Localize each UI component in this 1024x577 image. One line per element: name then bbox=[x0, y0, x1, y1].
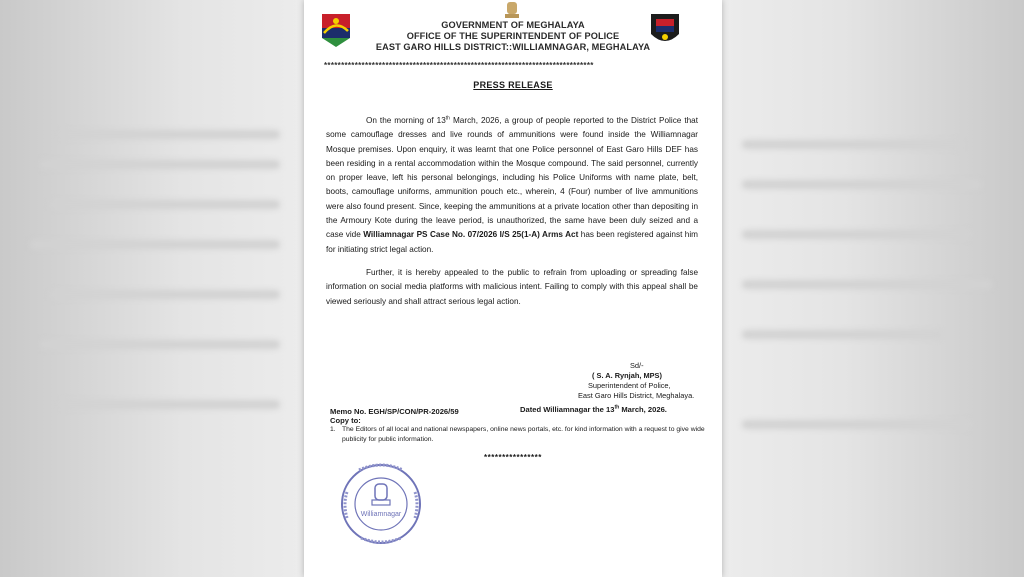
letterhead bbox=[304, 20, 722, 53]
letterhead-line-3: EAST GARO HILLS DISTRICT::WILLIAMNAGAR, MEGHALAYA bbox=[375, 42, 651, 52]
dated-ordinal: th bbox=[614, 404, 620, 411]
case-reference: Williamnagar PS Case No. 07/2026 I/S 25(1-A) Arms Act bbox=[363, 230, 579, 240]
letterhead-line-1: GOVERNMENT OF MEGHALAYA bbox=[441, 20, 585, 30]
background-right-blur bbox=[722, 0, 1024, 577]
ordinal-suffix: th bbox=[445, 115, 450, 122]
office-seal-stamp bbox=[339, 462, 423, 546]
dated-line bbox=[520, 405, 667, 414]
background-left-blur bbox=[0, 0, 304, 577]
paragraph-1-start: On the morning of 13 bbox=[366, 116, 446, 125]
press-release-title: PRESS RELEASE bbox=[473, 80, 553, 90]
copy-to-item-text: The Editors of all local and national newspapers, online news portals, etc. for kind information with a request to give wide publicity for public information. bbox=[342, 426, 705, 443]
national-emblem-icon bbox=[497, 0, 527, 20]
end-marks: **************** bbox=[484, 453, 542, 462]
press-release-document bbox=[304, 0, 722, 577]
letterhead-line-2: OFFICE OF THE SUPERINTENDENT OF POLICE bbox=[406, 31, 620, 41]
dated-prefix: Dated Williamnagar the 13 bbox=[520, 405, 615, 414]
dated-suffix: March, 2026. bbox=[619, 405, 667, 414]
paragraph-2: Further, it is hereby appealed to the public to refrain from uploading or spreading false information on social media platforms with malicious intent. Failing to comply with this appeal shall be viewed seriously and shall attract serious legal action. bbox=[326, 267, 698, 306]
signatory-name: ( S. A. Rynjah, MPS) bbox=[592, 371, 662, 380]
paragraph-1-middle: March, 2026, a group of people reported to the District Police that some camouflage dresses and live rounds of ammunitions were found inside the Williamnagar Mosque premises. Upon enquiry, it was learnt that one Police personnel of East Garo Hills DEF has been residing in a rental accommodation within the Mosque compound. The said personnel, currently on proper leave, left his personal belongings, including his Police Uniforms with name plate, belt, boots, camouflage uniforms, ammunition pouch etc., wherein, 4 (Four) number of live ammunitions were also found present. Since, keeping the ammunitions at a private location other than depositing in the Armoury Kote during the leave period, is unauthorized, the same have been duly seized and a case vide bbox=[326, 116, 698, 240]
copy-to-item-number: 1. bbox=[330, 426, 336, 433]
signature-sd: Sd/- bbox=[630, 361, 644, 370]
copy-to-label: Copy to: bbox=[330, 416, 361, 425]
seal-center-text: Williamnagar bbox=[360, 511, 402, 518]
memo-number: Memo No. EGH/SP/CON/PR-2026/59 bbox=[330, 407, 459, 416]
letterhead-separator: ******************************************************************************* bbox=[324, 61, 594, 70]
paragraph-1 bbox=[326, 114, 698, 257]
press-release-body bbox=[326, 114, 698, 309]
signatory-designation: Superintendent of Police, bbox=[588, 381, 671, 390]
paragraph-1-end: has been registered against him for initiating strict legal action. bbox=[326, 230, 698, 254]
signature-block bbox=[558, 361, 722, 401]
signatory-district: East Garo Hills District, Meghalaya. bbox=[578, 391, 695, 400]
